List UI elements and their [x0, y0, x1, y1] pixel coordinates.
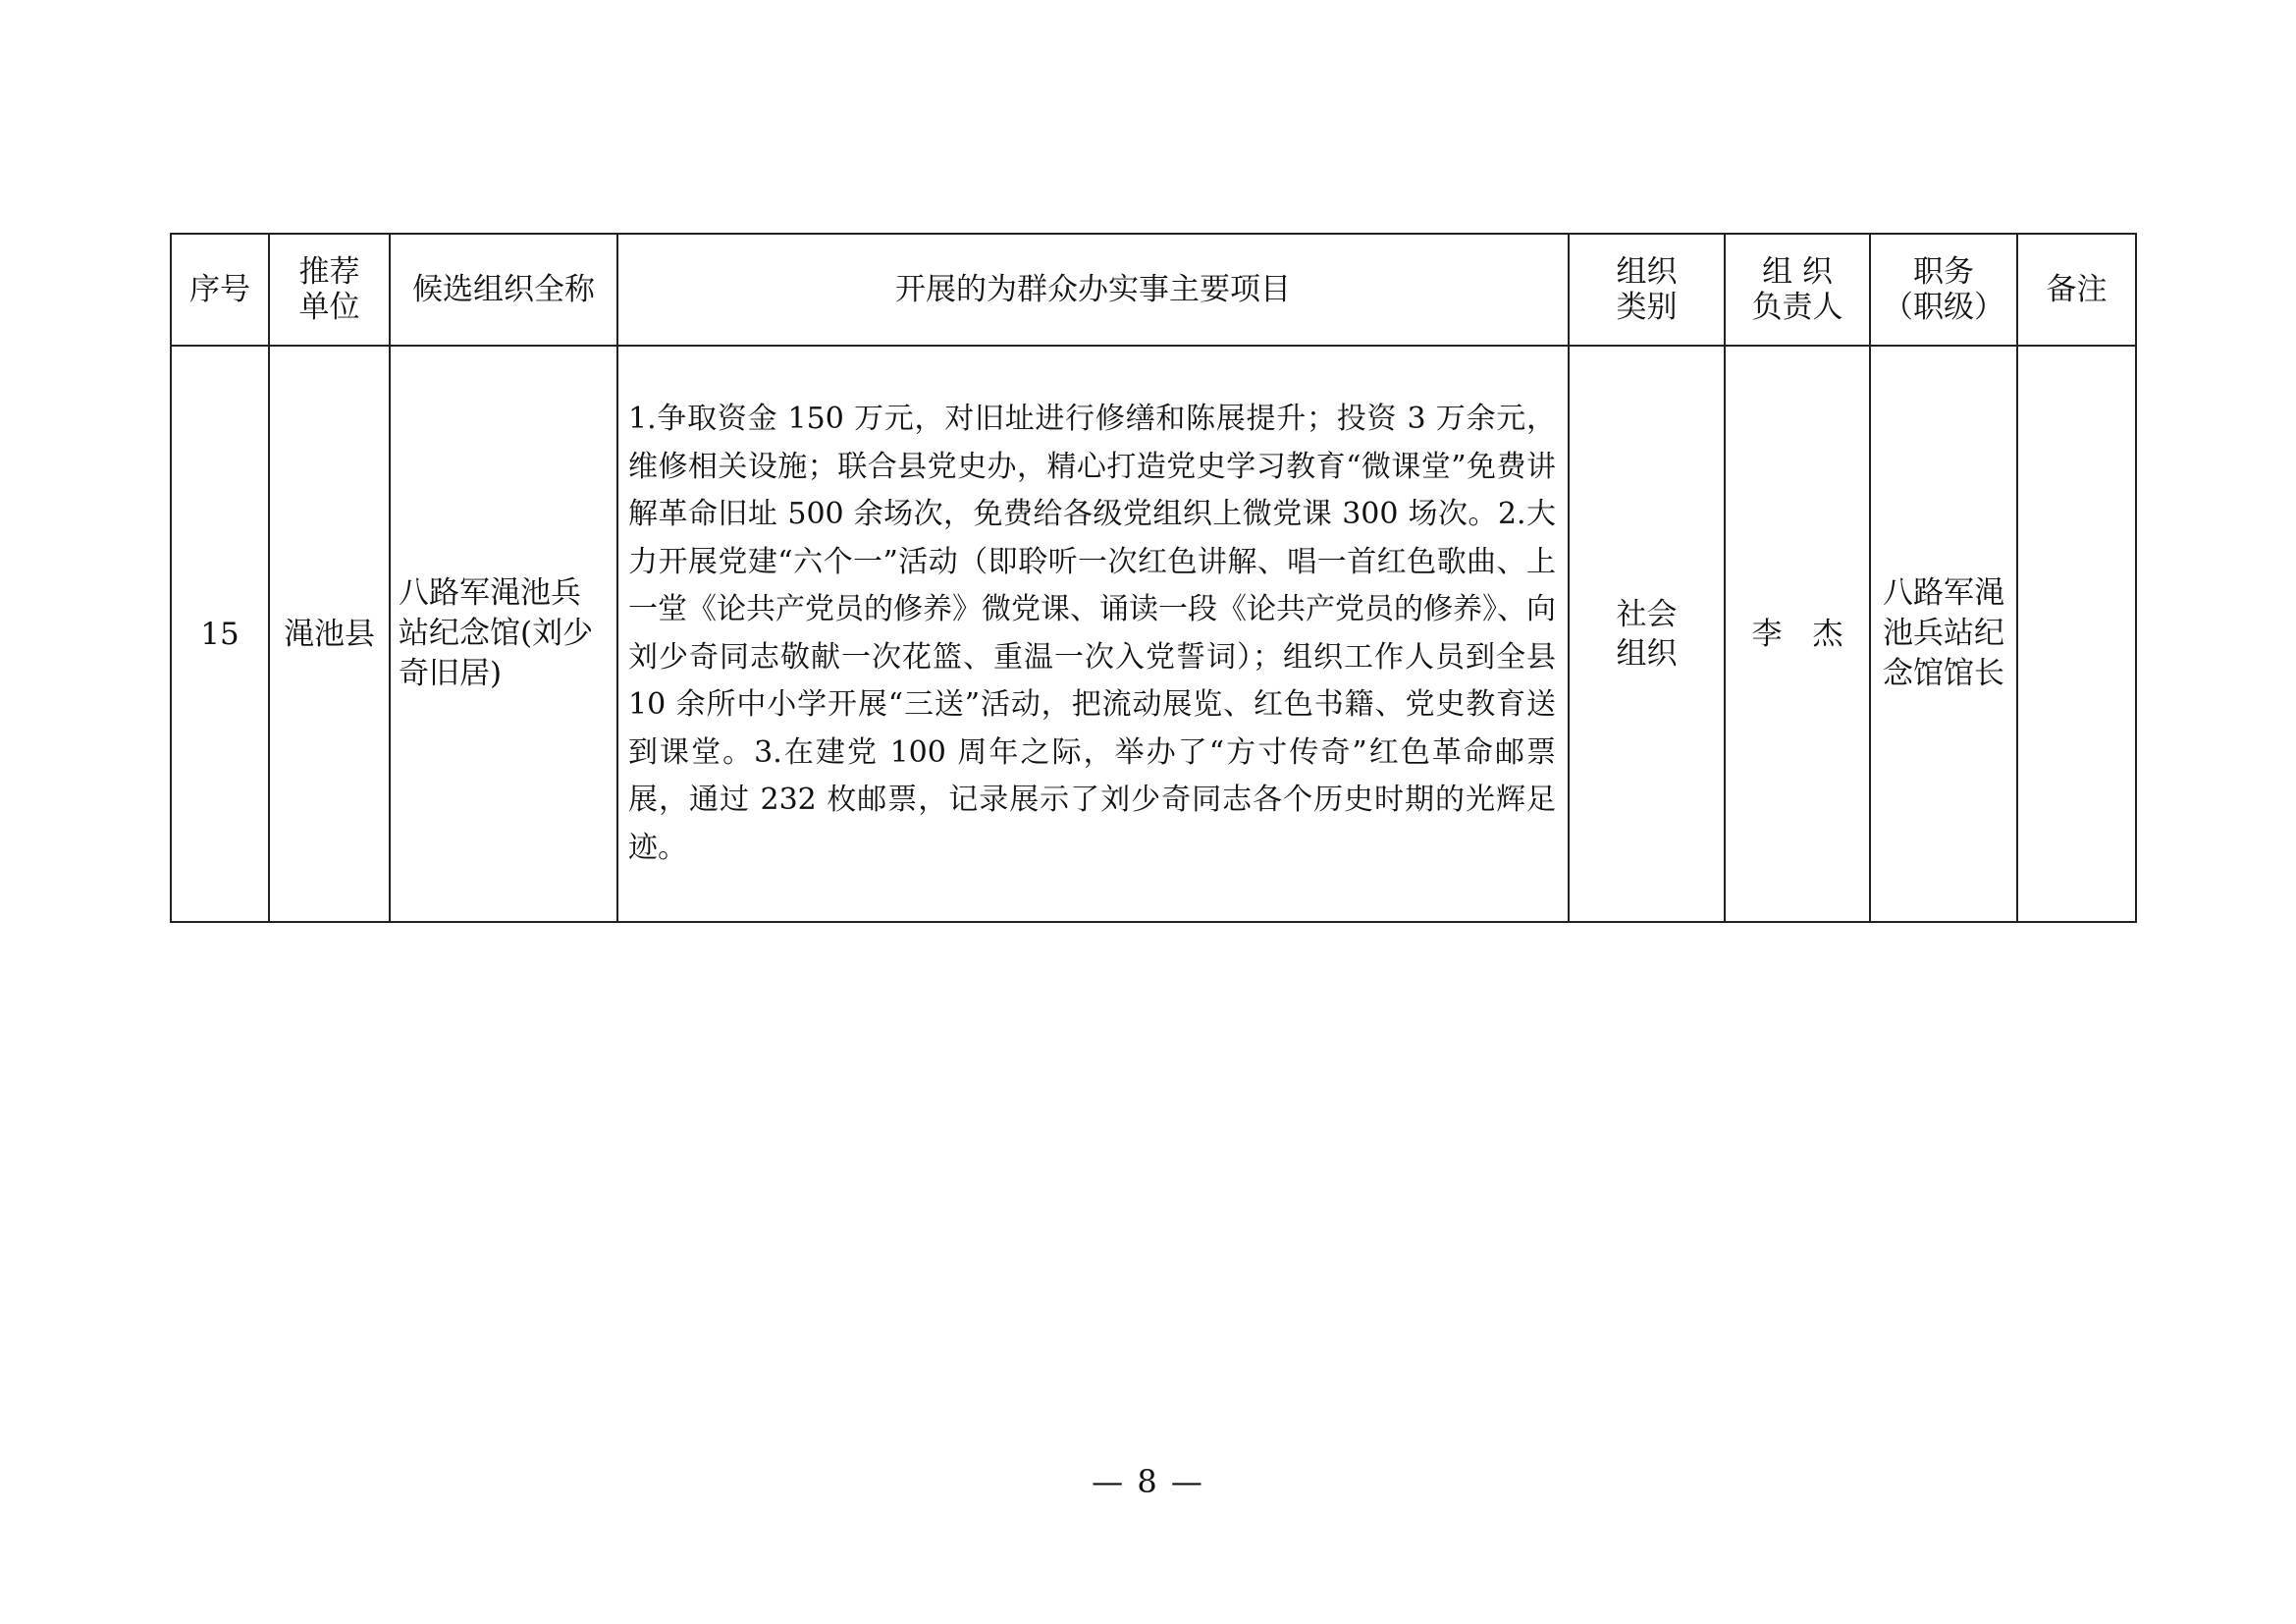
header-projects: 开展的为群众办实事主要项目	[617, 234, 1569, 346]
header-unit-line-1: 推荐	[298, 254, 360, 290]
header-leader	[1725, 234, 1870, 346]
table-row	[171, 346, 2136, 922]
cell-position-line-3: 念馆馆长	[1883, 656, 2004, 691]
page-number: — 8 —	[1092, 1463, 1204, 1500]
header-org-type	[1569, 234, 1725, 346]
cell-org-type-line-1: 社会	[1616, 596, 1678, 632]
header-leader-line-2: 负责人	[1751, 290, 1843, 325]
candidate-organization-table	[170, 233, 2137, 923]
header-position	[1870, 234, 2017, 346]
header-unit	[269, 234, 390, 346]
header-org-name: 候选组织全称	[390, 234, 617, 346]
header-org-type-line-1: 组织	[1616, 254, 1678, 290]
cell-leader: 李 杰	[1725, 346, 1870, 922]
header-position-line-2: （职级）	[1883, 290, 2004, 325]
cell-org-type	[1569, 346, 1725, 922]
cell-projects: 1.争取资金 150 万元，对旧址进行修缮和陈展提升；投资 3 万余元，维修相关设施；联合县党史办，精心打造党史学习教育“微课堂”免费讲解革命旧址 500 余场次，免费给各级党组织上微党课 300 场次。2.大力开展党建“六个一”活动（即聆听一次红色讲解、唱一首红色歌曲、上一堂《论共产党员的修养》微党课、诵读一段《论共产党员的修养》、向刘少奇同志敬献一次花篮、重温一次入党誓词）；组织工作人员到全县 10 余所中小学开展“三送”活动，把流动展览、红色书籍、党史教育送到课堂。3.在建党 100 周年之际，举办了“方寸传奇”红色革命邮票展，通过 232 枚邮票，记录展示了刘少奇同志各个历史时期的光辉足迹。	[617, 346, 1569, 922]
cell-seq: 15	[171, 346, 269, 922]
cell-position-line-1: 八路军渑	[1883, 575, 2004, 611]
header-org-type-line-2: 类别	[1616, 290, 1678, 325]
table-header-row	[171, 234, 2136, 346]
cell-remarks	[2017, 346, 2136, 922]
cell-position-line-2: 池兵站纪	[1883, 616, 2004, 651]
cell-position	[1870, 346, 2017, 922]
header-position-line-1: 职务	[1913, 254, 1974, 290]
cell-org-type-line-2: 组织	[1616, 635, 1678, 672]
header-seq: 序号	[171, 234, 269, 346]
header-remarks: 备注	[2017, 234, 2136, 346]
header-leader-line-1: 组 织	[1762, 254, 1833, 290]
cell-unit: 渑池县	[269, 346, 390, 922]
header-unit-line-2: 单位	[298, 290, 360, 325]
candidate-table-container	[170, 233, 2135, 923]
cell-org-name: 八路军渑池兵站纪念馆(刘少奇旧居)	[390, 346, 617, 922]
